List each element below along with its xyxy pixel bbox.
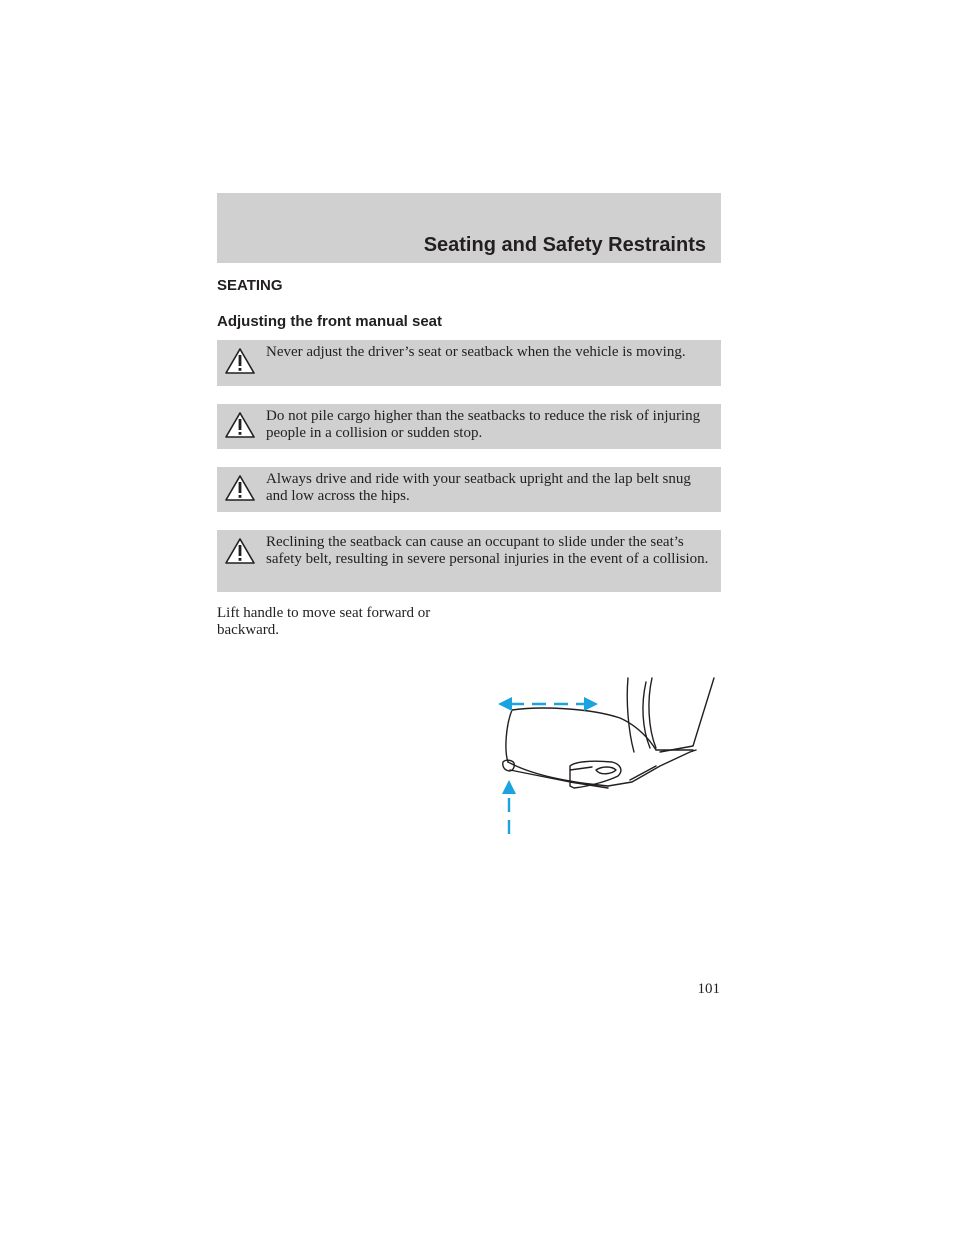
warning-text-2: Do not pile cargo higher than the seatbacks to reduce the risk of injuring people in a collision or sudden stop.	[266, 408, 701, 441]
warning-box-1	[217, 340, 721, 386]
warning-text-3: Always drive and ride with your seatback upright and the lap belt snug and low across the hips.	[266, 471, 691, 504]
instruction-text: Lift handle to move seat forward or backward.	[217, 605, 431, 638]
warning-text-1: Never adjust the driver’s seat or seatback when the vehicle is moving.	[266, 344, 686, 360]
warning-text-4: Reclining the seatback can cause an occupant to slide under the seat’s safety belt, resulting in severe personal injuries in the event of a collision.	[266, 534, 709, 567]
arrow-head-up	[502, 780, 516, 794]
warning-triangle-icon	[224, 537, 256, 565]
warning-box-4	[217, 530, 721, 592]
arrow-head-left	[498, 697, 512, 711]
warning-box-3	[217, 467, 721, 512]
page-number: 101	[697, 981, 720, 997]
arrow-head-right	[584, 697, 598, 711]
sub-heading: Adjusting the front manual seat	[217, 313, 443, 330]
warning-triangle-icon	[224, 347, 256, 375]
page-title: Seating and Safety Restraints	[423, 234, 706, 256]
warning-triangle-icon	[224, 474, 256, 502]
section-heading: SEATING	[217, 277, 283, 294]
seat-outline	[503, 678, 714, 788]
warning-triangle-icon	[224, 411, 256, 439]
seat-adjustment-illustration	[490, 670, 720, 840]
warning-box-2	[217, 404, 721, 449]
header-band	[217, 193, 721, 263]
